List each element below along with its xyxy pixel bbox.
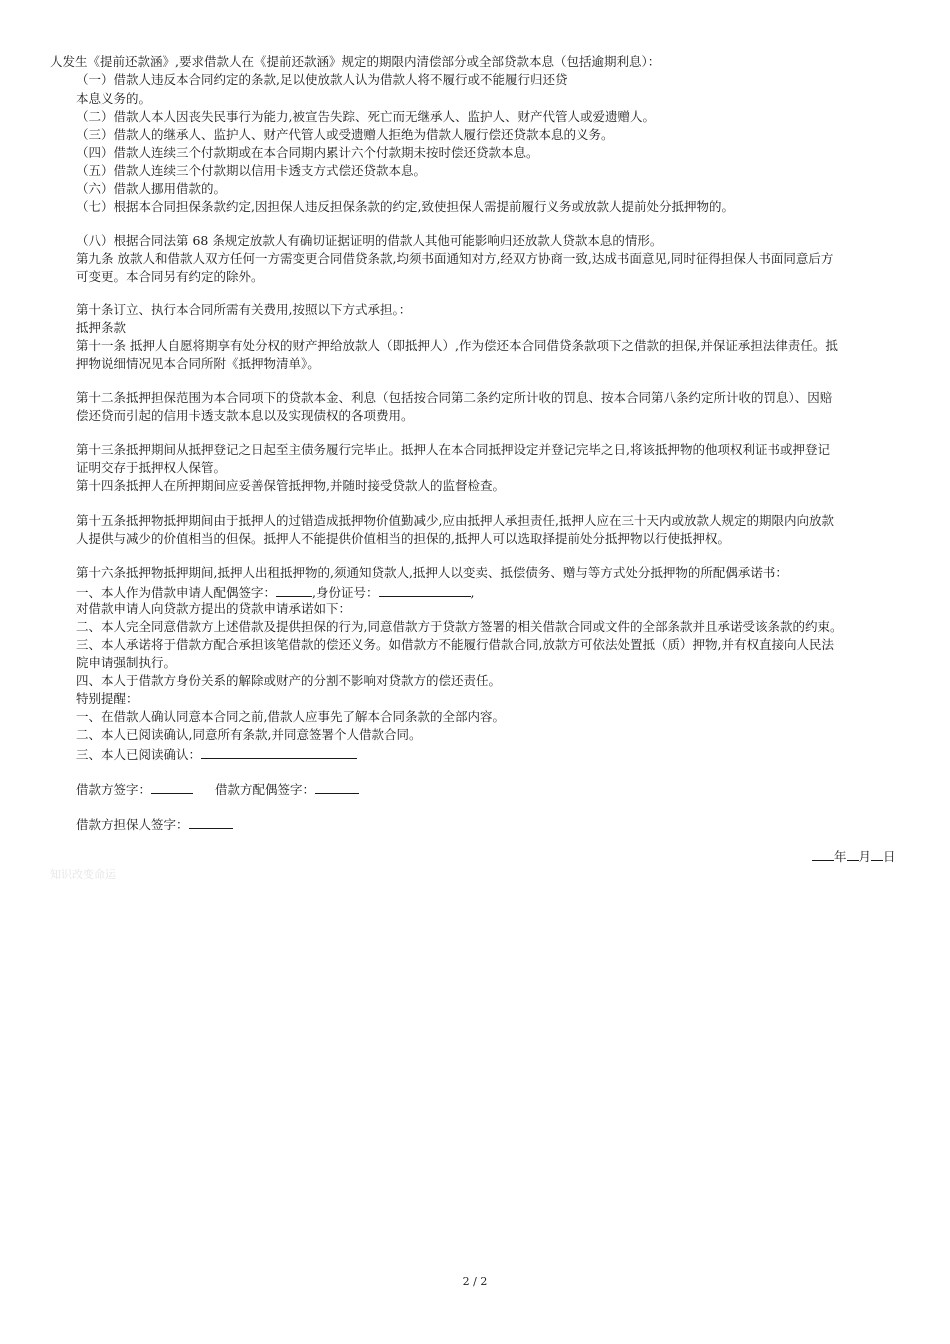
- date-line: [812, 847, 896, 865]
- paragraph-line: 人提供与减少的价值相当的但保。抵押人不能提供价值相当的担保的,抵押人可以选取择提前处分抵押物以行使抵押权。: [76, 531, 730, 546]
- paragraph-line: （五）借款人连续三个付款期以信用卡透支方式偿还贷款本息。: [76, 163, 427, 178]
- paragraph-line: 第十一条 抵押人自愿将期享有处分权的财产押给放款人（即抵押人）,作为偿还本合同借贷条款项下之借款的担保,并保证承担法律责任。抵: [76, 338, 838, 353]
- paragraph-line: （一）借款人违反本合同约定的条款,足以使放款人认为借款人将不履行或不能履行归还贷: [76, 72, 568, 87]
- paragraph-line: 三、本人承诺将于借款方配合承担该笔借款的偿还义务。如借款方不能履行借款合同,放款方可依法处置抵（质）押物,并有权直接向人民法: [76, 637, 834, 652]
- month-label: 月: [858, 849, 872, 864]
- paragraph-line: 第十六条抵押物抵押期间,抵押人出租抵押物的,须通知贷款人,抵押人以变卖、抵偿债务、赠与等方式处分抵押物的所配偶承诺书：: [76, 565, 788, 580]
- paragraph-line: 可变更。本合同另有约定的除外。: [76, 269, 264, 284]
- paragraph-line: 人发生《提前还款涵》,要求借款人在《提前还款涵》规定的期限内清偿部分或全部贷款本息（包括逾期利息）：: [50, 54, 661, 69]
- spouse-signature-line: [76, 583, 474, 601]
- paragraph-line: 院申请强制执行。: [76, 655, 177, 670]
- paragraph-line: 本息义务的。: [76, 91, 152, 106]
- id-number-label: ,身份证号：: [312, 585, 379, 600]
- day-label: 日: [883, 849, 896, 864]
- paragraph-line: 第十四条抵押人在所押期间应妥善保管抵押物,并随时接受贷款人的监督检查。: [76, 478, 505, 493]
- paragraph-line: （六）借款人挪用借款的。: [76, 181, 227, 196]
- month-blank[interactable]: [847, 847, 859, 861]
- borrower-spouse-signature-blank[interactable]: [315, 780, 359, 794]
- confirm-line: [76, 745, 357, 763]
- borrower-signature-blank[interactable]: [151, 780, 193, 794]
- paragraph-line: （二）借款人本人因丧失民事行为能力,被宣告失踪、死亡而无继承人、监护人、财产代管人或爱遗赠人。: [76, 109, 655, 124]
- day-blank[interactable]: [871, 847, 883, 861]
- paragraph-line: 特别提醒：: [76, 691, 139, 706]
- watermark: 知识改变命运: [50, 868, 116, 881]
- paragraph-line: 第十三条抵押期间从抵押登记之日起至主债务履行完毕止。抵押人在本合同抵押设定并登记完毕之日,将该抵押物的他项权利证书或押登记: [76, 442, 830, 457]
- signature-row: [76, 780, 359, 798]
- confirm-label: 三、本人已阅读确认：: [76, 747, 202, 762]
- paragraph-line: 第九条 放款人和借款人双方任何一方需变更合同借贷条款,均须书面通知对方,经双方协商一致,达成书面意见,同时征得担保人书面同意后方: [76, 251, 834, 266]
- id-number-end: ,: [470, 585, 475, 600]
- paragraph-line: （三）借款人的继承人、监护人、财产代管人或受遗赠人拒绝为借款人履行偿还贷款本息的义务。: [76, 127, 614, 142]
- borrower-spouse-signature-label: 借款方配偶签字：: [214, 782, 315, 797]
- spouse-signature-label: 一、本人作为借款申请人配偶签字：: [76, 585, 277, 600]
- paragraph-line: 第十条订立、执行本合同所需有关费用,按照以下方式承担。：: [76, 302, 412, 317]
- paragraph-line: 一、在借款人确认同意本合同之前,借款人应事先了解本合同条款的全部内容。: [76, 709, 505, 724]
- year-label: 年: [834, 849, 847, 864]
- paragraph-line: 偿还贷而引起的信用卡透支款本息以及实现债权的各项费用。: [76, 408, 414, 423]
- year-blank[interactable]: [812, 847, 834, 861]
- paragraph-line: 二、本人完全同意借款方上述借款及提供担保的行为,同意借款方于贷款方签署的相关借款合同或文件的全部条款并且承诺受该条款的约束。: [76, 619, 843, 634]
- id-number-blank[interactable]: [379, 583, 471, 597]
- paragraph-line: （七）根据本合同担保条款约定,因担保人违反担保条款的约定,致使担保人需提前履行义务或放款人提前处分抵押物的。: [76, 199, 734, 214]
- borrower-signature-label: 借款方签字：: [76, 782, 152, 797]
- paragraph-line: 第十五条抵押物抵押期间由于抵押人的过错造成抵押物价值勤减少,应由抵押人承担责任,抵押人应在三十天内或放款人规定的期限内向放款: [76, 513, 834, 528]
- confirm-blank[interactable]: [201, 745, 357, 759]
- paragraph-line: （四）借款人连续三个付款期或在本合同期内累计六个付款期未按时偿还贷款本息。: [76, 145, 539, 160]
- guarantor-signature-row: [76, 815, 233, 833]
- paragraph-line: 第十二条抵押担保范围为本合同项下的贷款本金、利息（包括按合同第二条约定所计收的罚息、按本合同第八条约定所计收的罚息）、因赔: [76, 390, 833, 405]
- paragraph-line: 四、本人于借款方身份关系的解除或财产的分割不影响对贷款方的偿还责任。: [76, 673, 502, 688]
- paragraph-line: 对借款申请人向贷款方提出的贷款申请承诺如下：: [76, 601, 352, 616]
- paragraph-line: （八）根据合同法第 68 条规定放款人有确切证据证明的借款人其他可能影响归还放款人贷款本息的情形。: [76, 233, 663, 248]
- paragraph-line: 抵押条款: [76, 320, 127, 335]
- paragraph-line: 押物说细情况见本合同所附《抵押物清单》。: [76, 356, 320, 371]
- spouse-signature-blank[interactable]: [276, 583, 312, 597]
- paragraph-line: 二、本人已阅读确认,同意所有条款,并同意签署个人借款合同。: [76, 727, 422, 742]
- page-number: 2 / 2: [462, 1275, 488, 1288]
- paragraph-line: 证明交存于抵押权人保管。: [76, 460, 227, 475]
- guarantor-signature-label: 借款方担保人签字：: [76, 817, 189, 832]
- guarantor-signature-blank[interactable]: [189, 815, 233, 829]
